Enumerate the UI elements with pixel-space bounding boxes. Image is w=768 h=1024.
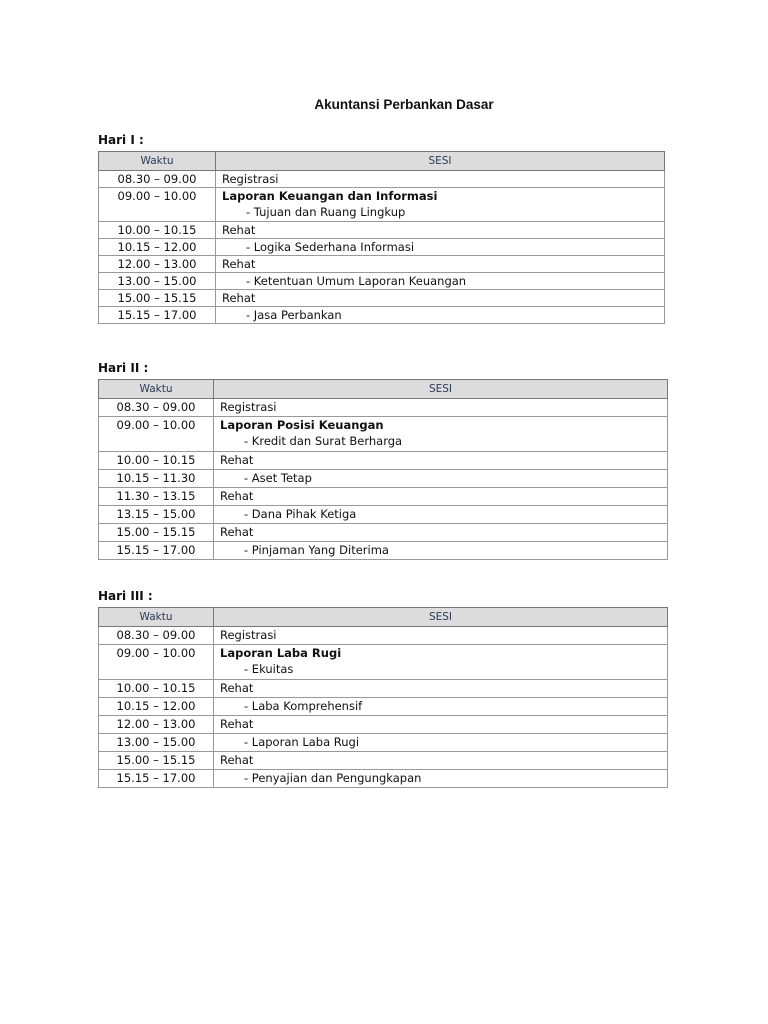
session-column-header: SESI <box>216 152 665 171</box>
session-title: Rehat <box>220 525 254 539</box>
table-row <box>99 488 668 506</box>
time-cell: 10.00 – 10.15 <box>99 222 216 239</box>
time-cell: 15.00 – 15.15 <box>99 290 216 307</box>
time-cell: 12.00 – 13.00 <box>99 716 214 734</box>
time-cell: 08.30 – 09.00 <box>99 399 214 417</box>
time-cell: 13.00 – 15.00 <box>99 273 216 290</box>
table-header-row <box>99 608 668 627</box>
session-topic: - Jasa Perbankan <box>246 308 342 322</box>
time-cell: 13.15 – 15.00 <box>99 506 214 524</box>
session-cell <box>214 506 668 524</box>
table-row <box>99 256 665 273</box>
session-cell <box>214 645 668 680</box>
time-cell: 09.00 – 10.00 <box>99 188 216 222</box>
session-title: Laporan Keuangan dan Informasi <box>222 189 438 203</box>
table-row <box>99 716 668 734</box>
table-row <box>99 645 668 680</box>
table-row <box>99 752 668 770</box>
time-cell: 15.15 – 17.00 <box>99 307 216 324</box>
table-row <box>99 417 668 452</box>
session-topic: - Dana Pihak Ketiga <box>244 507 357 521</box>
session-cell <box>216 290 665 307</box>
table-row <box>99 239 665 256</box>
session-topic: - Laba Komprehensif <box>244 699 363 713</box>
table-row <box>99 171 665 188</box>
table-header-row <box>99 152 665 171</box>
session-topic: - Penyajian dan Pengungkapan <box>244 771 422 785</box>
session-topic: - Aset Tetap <box>244 471 312 485</box>
time-cell: 10.00 – 10.15 <box>99 452 214 470</box>
session-title: Rehat <box>222 223 256 237</box>
session-title: Laporan Laba Rugi <box>220 646 342 660</box>
time-cell: 08.30 – 09.00 <box>99 627 214 645</box>
session-title: Registrasi <box>220 400 277 414</box>
day-1-label: Hari I : <box>98 133 144 147</box>
table-row <box>99 524 668 542</box>
session-cell <box>216 239 665 256</box>
table-row <box>99 452 668 470</box>
session-cell <box>214 417 668 452</box>
session-cell <box>214 716 668 734</box>
time-cell: 10.15 – 11.30 <box>99 470 214 488</box>
session-topic: - Tujuan dan Ruang Lingkup <box>246 205 406 219</box>
time-cell: 10.15 – 12.00 <box>99 698 214 716</box>
day-2-schedule-table <box>98 379 668 560</box>
session-column-header: SESI <box>214 380 668 399</box>
session-cell <box>216 188 665 222</box>
session-title: Rehat <box>222 291 256 305</box>
day-2-label: Hari II : <box>98 361 149 375</box>
session-cell <box>214 734 668 752</box>
time-cell: 11.30 – 13.15 <box>99 488 214 506</box>
table-row <box>99 222 665 239</box>
session-cell <box>214 752 668 770</box>
session-title: Rehat <box>222 257 256 271</box>
session-cell <box>214 470 668 488</box>
session-title: Rehat <box>220 489 254 503</box>
time-cell: 08.30 – 09.00 <box>99 171 216 188</box>
session-cell <box>214 770 668 788</box>
day-3-schedule-table <box>98 607 668 788</box>
time-cell: 09.00 – 10.00 <box>99 417 214 452</box>
session-column-header: SESI <box>214 608 668 627</box>
time-cell: 15.15 – 17.00 <box>99 770 214 788</box>
session-title: Laporan Posisi Keuangan <box>220 418 384 432</box>
session-topic: - Ekuitas <box>244 662 294 676</box>
session-topic: - Laporan Laba Rugi <box>244 735 360 749</box>
session-topic: - Logika Sederhana Informasi <box>246 240 415 254</box>
session-cell <box>216 307 665 324</box>
session-topic: - Ketentuan Umum Laporan Keuangan <box>246 274 467 288</box>
session-cell <box>214 680 668 698</box>
time-cell: 09.00 – 10.00 <box>99 645 214 680</box>
session-title: Rehat <box>220 753 254 767</box>
session-title: Registrasi <box>220 628 277 642</box>
session-cell <box>214 452 668 470</box>
table-row <box>99 680 668 698</box>
time-cell: 15.15 – 17.00 <box>99 542 214 560</box>
session-title: Rehat <box>220 453 254 467</box>
table-row <box>99 307 665 324</box>
table-row <box>99 542 668 560</box>
session-cell <box>216 256 665 273</box>
time-cell: 13.00 – 15.00 <box>99 734 214 752</box>
session-cell <box>214 542 668 560</box>
session-topic: - Kredit dan Surat Berharga <box>244 434 403 448</box>
time-cell: 10.00 – 10.15 <box>99 680 214 698</box>
table-row <box>99 290 665 307</box>
session-title: Rehat <box>220 717 254 731</box>
time-cell: 15.00 – 15.15 <box>99 524 214 542</box>
document-title: Akuntansi Perbankan Dasar <box>314 97 494 112</box>
session-cell <box>214 399 668 417</box>
session-cell <box>214 698 668 716</box>
table-row <box>99 470 668 488</box>
session-cell <box>214 627 668 645</box>
table-row <box>99 734 668 752</box>
table-row <box>99 698 668 716</box>
session-cell <box>216 222 665 239</box>
session-title: Registrasi <box>222 172 279 186</box>
time-cell: 10.15 – 12.00 <box>99 239 216 256</box>
time-column-header: Waktu <box>99 608 214 627</box>
day-3-label: Hari III : <box>98 589 153 603</box>
table-row <box>99 506 668 524</box>
table-row <box>99 399 668 417</box>
time-column-header: Waktu <box>99 380 214 399</box>
day-1-schedule-table <box>98 151 665 324</box>
table-row <box>99 770 668 788</box>
table-header-row <box>99 380 668 399</box>
table-row <box>99 627 668 645</box>
table-row <box>99 273 665 290</box>
time-cell: 12.00 – 13.00 <box>99 256 216 273</box>
session-cell <box>214 488 668 506</box>
session-topic: - Pinjaman Yang Diterima <box>244 543 389 557</box>
session-title: Rehat <box>220 681 254 695</box>
time-column-header: Waktu <box>99 152 216 171</box>
session-cell <box>216 273 665 290</box>
table-row <box>99 188 665 222</box>
time-cell: 15.00 – 15.15 <box>99 752 214 770</box>
session-cell <box>216 171 665 188</box>
session-cell <box>214 524 668 542</box>
